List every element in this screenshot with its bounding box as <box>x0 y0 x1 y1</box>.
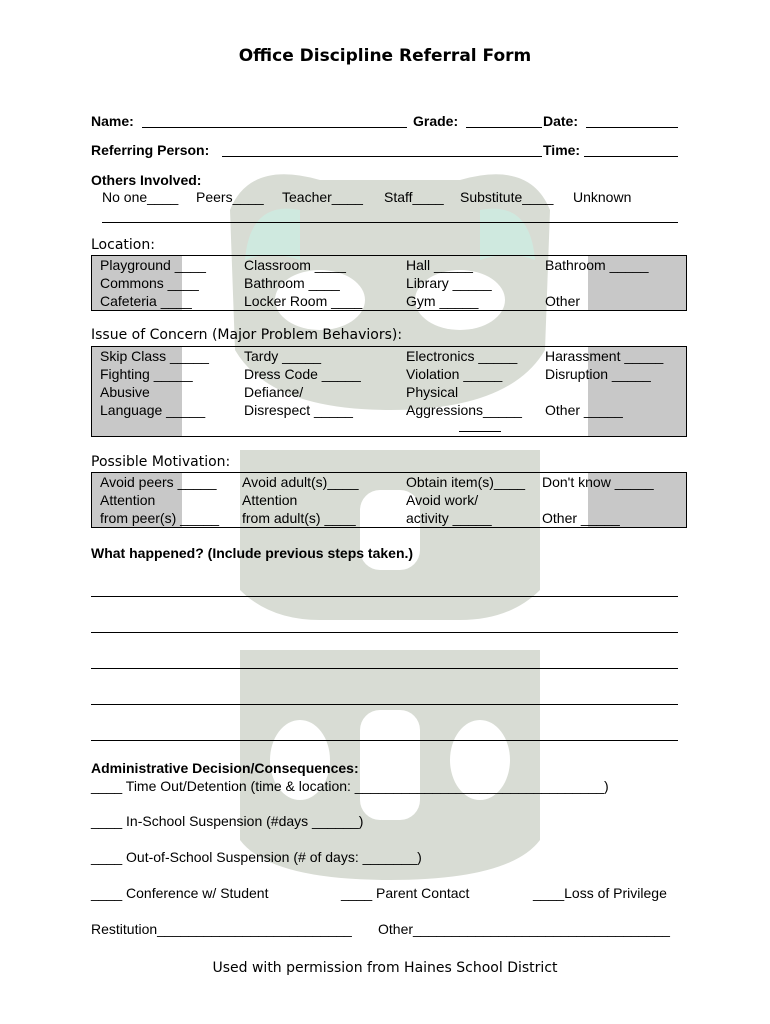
what-happened-label: What happened? (Include previous steps taken.) <box>91 545 414 561</box>
admin-timeout[interactable]: ____ Time Out/Detention (time & location: ________________________________) <box>91 778 609 794</box>
admin-loss-of-privilege[interactable]: ____Loss of Privilege <box>533 885 667 901</box>
location-hall[interactable]: Hall _____ <box>406 257 473 273</box>
issue-dress-code[interactable]: Dress Code _____ <box>244 366 361 382</box>
time-label: Time: <box>543 142 581 158</box>
issue-electronics[interactable]: Electronics _____ <box>406 348 518 364</box>
motivation-dont-know[interactable]: Don't know _____ <box>542 474 654 490</box>
location-gym[interactable]: Gym _____ <box>406 293 479 309</box>
motivation-obtain-items[interactable]: Obtain item(s)____ <box>406 474 526 490</box>
referring-person-label: Referring Person: <box>91 142 210 158</box>
motivation-avoid-work: Avoid work/ <box>406 492 479 508</box>
referring-person-field[interactable] <box>222 142 542 157</box>
others-details-line[interactable] <box>102 222 678 223</box>
admin-out-of-school-suspension[interactable]: ____ Out-of-School Suspension (# of days: _______) <box>91 849 422 865</box>
admin-parent-contact[interactable]: ____ Parent Contact <box>341 885 470 901</box>
others-no-one[interactable]: No one____ <box>102 189 179 205</box>
issue-extra-line <box>459 431 501 432</box>
issue-defiance: Defiance/ <box>244 384 304 400</box>
location-playground[interactable]: Playground ____ <box>100 257 206 273</box>
name-label: Name: <box>91 113 134 129</box>
location-box <box>91 255 687 311</box>
location-commons[interactable]: Commons ____ <box>100 275 199 291</box>
date-label: Date: <box>543 113 579 129</box>
issue-skip-class[interactable]: Skip Class _____ <box>100 348 209 364</box>
issue-box <box>91 346 687 437</box>
issue-language[interactable]: Language _____ <box>100 402 206 418</box>
motivation-avoid-adults[interactable]: Avoid adult(s)____ <box>242 474 359 490</box>
motivation-avoid-peers[interactable]: Avoid peers _____ <box>100 474 217 490</box>
issue-disruption[interactable]: Disruption _____ <box>545 366 651 382</box>
issue-other[interactable]: Other _____ <box>545 402 623 418</box>
motivation-activity[interactable]: activity _____ <box>406 510 492 526</box>
date-field[interactable] <box>586 113 678 128</box>
footer-credit: Used with permission from Haines School District <box>212 960 558 976</box>
issue-fighting[interactable]: Fighting _____ <box>100 366 193 382</box>
admin-conference[interactable]: ____ Conference w/ Student <box>91 885 269 901</box>
others-staff[interactable]: Staff____ <box>384 189 444 205</box>
location-classroom[interactable]: Classroom ____ <box>244 257 346 273</box>
issue-physical: Physical <box>406 384 459 400</box>
location-other[interactable]: Other <box>545 293 581 309</box>
admin-other[interactable]: Other_________________________________ <box>378 921 670 937</box>
issue-abusive: Abusive <box>100 384 150 400</box>
issue-violation[interactable]: Violation _____ <box>406 366 503 382</box>
location-bathroom[interactable]: Bathroom ____ <box>244 275 340 291</box>
motivation-from-peers[interactable]: from peer(s) _____ <box>100 510 220 526</box>
others-teacher[interactable]: Teacher____ <box>282 189 363 205</box>
location-bathroom-2[interactable]: Bathroom _____ <box>545 257 649 273</box>
location-heading: Location: <box>91 237 155 253</box>
motivation-heading: Possible Motivation: <box>91 454 231 470</box>
issue-harassment[interactable]: Harassment _____ <box>545 348 664 364</box>
motivation-attention-adults: Attention <box>242 492 298 508</box>
admin-restitution[interactable]: Restitution_________________________ <box>91 921 352 937</box>
motivation-from-adults[interactable]: from adult(s) ____ <box>242 510 356 526</box>
page-title: Office Discipline Referral Form <box>238 46 532 66</box>
location-cafeteria[interactable]: Cafeteria ____ <box>100 293 192 309</box>
motivation-other[interactable]: Other _____ <box>542 510 620 526</box>
location-locker-room[interactable]: Locker Room ____ <box>244 293 363 309</box>
what-happened-line-4[interactable] <box>91 704 678 705</box>
time-field[interactable] <box>584 142 678 157</box>
grade-label: Grade: <box>413 113 459 129</box>
admin-in-school-suspension[interactable]: ____ In-School Suspension (#days ______) <box>91 813 364 829</box>
grade-field[interactable] <box>466 113 542 128</box>
issue-tardy[interactable]: Tardy _____ <box>244 348 322 364</box>
location-library[interactable]: Library _____ <box>406 275 492 291</box>
issue-heading: Issue of Concern (Major Problem Behaviors): <box>91 327 403 343</box>
motivation-attention-peers: Attention <box>100 492 156 508</box>
what-happened-line-2[interactable] <box>91 632 678 633</box>
what-happened-line-1[interactable] <box>91 596 678 597</box>
others-involved-label: Others Involved: <box>91 172 202 188</box>
what-happened-line-5[interactable] <box>91 740 678 741</box>
others-unknown[interactable]: Unknown <box>573 189 632 205</box>
others-peers[interactable]: Peers____ <box>196 189 264 205</box>
what-happened-line-3[interactable] <box>91 668 678 669</box>
admin-decision-label: Administrative Decision/Consequences: <box>91 760 359 776</box>
issue-disrespect[interactable]: Disrespect _____ <box>244 402 353 418</box>
issue-aggressions[interactable]: Aggressions_____ <box>406 402 522 418</box>
motivation-box <box>91 472 687 528</box>
others-substitute[interactable]: Substitute____ <box>460 189 554 205</box>
name-field[interactable] <box>142 113 407 128</box>
